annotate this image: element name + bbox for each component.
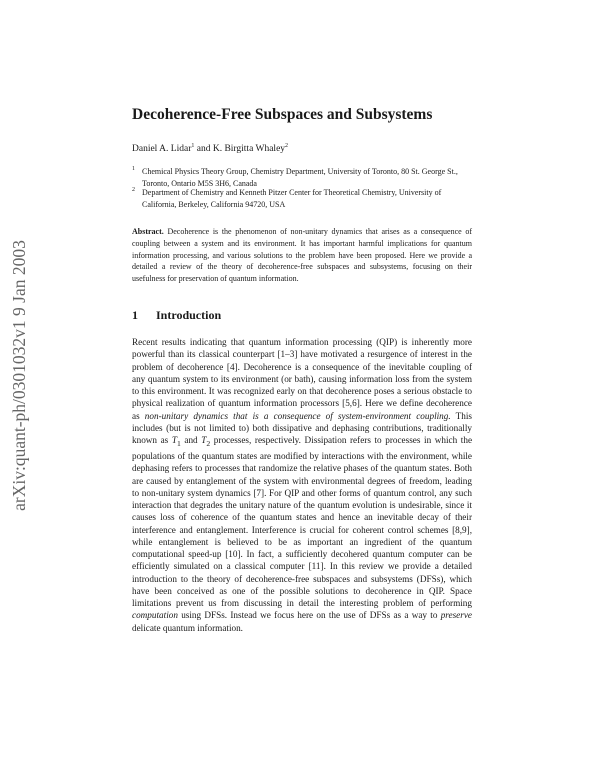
body-emphasis: non-unitary dynamics that is a consequence of system-environment coupling. [144, 410, 451, 421]
arxiv-sidebar-stamp [4, 205, 34, 545]
affiliation-text: Chemical Physics Theory Group, Chemistry Department, University of Toronto, 80 St. George St., Toronto, Ontario M5S 3H6, Canada [142, 167, 458, 188]
affiliation-text: Department of Chemistry and Kenneth Pitzer Center for Theoretical Chemistry, University of California, Berkeley, California 94720, USA [142, 188, 442, 209]
body-emphasis: preserve [440, 610, 472, 621]
affiliation [132, 187, 472, 210]
abstract [132, 226, 472, 285]
body-text-run: Recent results indicating that quantum information processing (QIP) is inherently more powerful than its classical counterpart [1–3] have motivated a resurgence of interest in the problem of decoherence [4]. Decoherence is a consequence of the inevitable coupling of any quantum system to its environment (or bath), causing information loss from the system to this environment. It was recognized early on that decoherence poses a serious obstacle to physical realization of quantum information processors [5,6]. Here we define decoherence as [132, 337, 472, 421]
body-paragraph [132, 336, 472, 634]
body-text-run: delicate quantum information. [132, 622, 243, 633]
author-name: K. Birgitta Whaley [212, 144, 286, 155]
section-title: Introduction [156, 308, 222, 322]
math-symbol: T [201, 435, 207, 445]
paper-title: Decoherence-Free Subspaces and Subsystems [132, 106, 433, 123]
arxiv-identifier: arXiv:quant-ph/0301032v1 9 Jan 2003 [8, 239, 29, 511]
affiliation-number: 2 [132, 187, 135, 193]
body-text-run: processes, respectively. Dissipation refers to processes in which the populations of the quantum states are modified by interactions with the environment, while dephasing refers to processes that randomize the relative phases of the quantum states. Both are caused by entanglement of the system with environmental degrees of freedom, leading to non-unitary system dynamics [7]. For QIP and other forms of quantum control, any such interaction that degrades the unitary nature of the quantum evolution is undesirable, since it causes loss of coherence of the quantum states and hence an inevitable decay of their interference and entanglement. Interference is crucial for coherent control schemes [8,9], while entanglement is believed to be as important an ingredient of the quantum computational speed-up [10]. In fact, a sufficiently decohered quantum computer can be efficiently simulated on a classical computer [11]. In this review we provide a detailed introduction to the theory of decoherence-free subspaces and subsystems (DFSs), which have been conceived as one of the possible solutions to decoherence in QIP. Space limitations prevent us from discussing in detail the interesting problem of performing [132, 435, 473, 609]
affiliation [132, 166, 472, 189]
section-heading [132, 308, 221, 323]
section-number: 1 [132, 308, 138, 322]
author-list [132, 143, 288, 154]
math-subscript: 1 [176, 438, 181, 448]
body-text [132, 336, 472, 634]
author-name: Daniel A. Lidar [132, 144, 192, 155]
abstract-label: Abstract. [132, 227, 164, 236]
math-symbol: T [171, 435, 177, 445]
author-separator: and [196, 144, 211, 155]
math-subscript: 2 [206, 438, 211, 448]
body-text-run: and [184, 435, 198, 445]
body-text-run: using DFSs. Instead we focus here on the use of DFSs as a way to [181, 610, 438, 621]
author-affil-marker: 2 [285, 143, 289, 149]
body-text-run: This includes (but is not limited to) both dissipative and dephasing contributions, traditionally known as [132, 410, 472, 445]
affiliation-number: 1 [132, 166, 135, 172]
body-emphasis: computation [132, 610, 178, 621]
author-affil-marker: 1 [191, 143, 195, 149]
abstract-text: Decoherence is the phenomenon of non-unitary dynamics that arises as a consequence of coupling between a system and its environment. It has important harmful implications for quantum information processing, and various solutions to the problem have been proposed. Here we provide a detailed a review of the theory of decoherence-free subspaces and subsystems, focusing on their usefulness for preservation of quantum information. [132, 227, 472, 284]
